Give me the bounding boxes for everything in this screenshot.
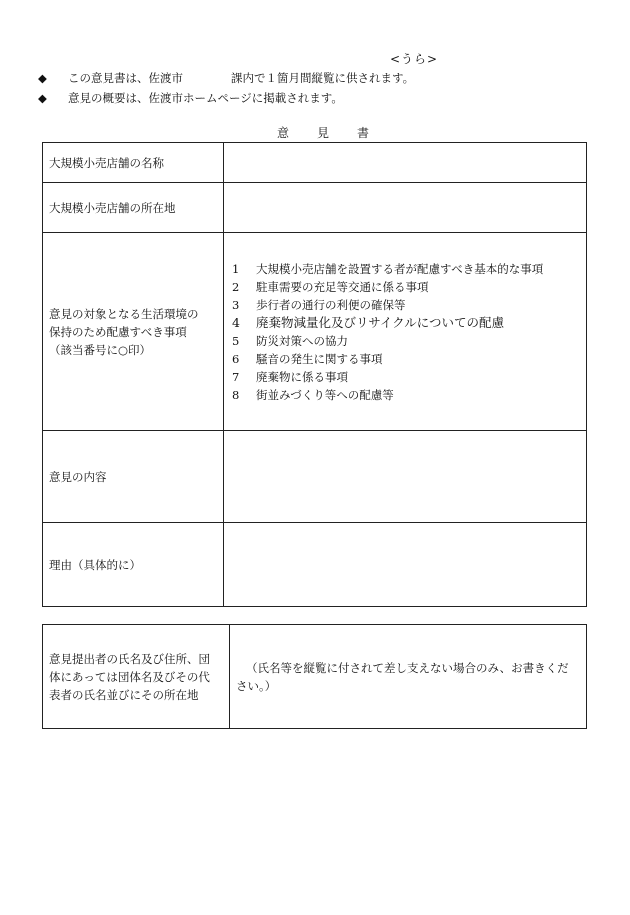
- considerations-label-line: 意見の対象となる生活環境の: [49, 306, 199, 321]
- row-store-location: [43, 183, 587, 233]
- row-considerations: [43, 233, 587, 431]
- submitter-label-line: 意見提出者の氏名及び住所、団: [49, 651, 210, 666]
- notice-text: 意見の概要は、佐渡市ホームページに掲載されます。: [68, 91, 343, 105]
- submitter-note-line: さい。）: [236, 678, 277, 693]
- consideration-item[interactable]: 6 騒音の発生に関する事項: [232, 351, 383, 366]
- submitter-table: [42, 624, 587, 729]
- diamond-bullet-icon: ◆: [38, 71, 47, 85]
- form-title-char: 書: [357, 126, 374, 140]
- store-location-label: 大規模小売店舗の所在地: [43, 183, 224, 233]
- store-name-label: 大規模小売店舗の名称: [43, 143, 224, 183]
- store-location-field[interactable]: [224, 183, 587, 233]
- reason-label: 理由（具体的に）: [43, 523, 224, 607]
- submitter-note-line: （氏名等を縦覧に付されて差し支えない場合のみ、お書きくだ: [246, 660, 569, 675]
- opinion-form-table: [42, 142, 587, 607]
- considerations-label-line: （該当番号に○印）: [49, 342, 152, 357]
- store-name-field[interactable]: [224, 143, 587, 183]
- consideration-item[interactable]: 5 防災対策への協力: [232, 333, 348, 348]
- submitter-label-line: 体にあっては団体名及びその代: [49, 669, 210, 684]
- reason-field[interactable]: [224, 523, 587, 607]
- submitter-field[interactable]: [230, 625, 587, 729]
- consideration-item[interactable]: 2 駐車需要の充足等交通に係る事項: [232, 279, 429, 294]
- page-side-label: <うら>: [390, 52, 439, 66]
- notice-website: [38, 90, 343, 106]
- notice-text-before: この意見書は、佐渡市: [68, 71, 183, 85]
- considerations-list-cell: [224, 233, 587, 431]
- consideration-item[interactable]: 1 大規模小売店舗を設置する者が配慮すべき基本的な事項: [232, 261, 544, 276]
- submitter-label-line: 表者の氏名並びにその所在地: [49, 687, 199, 702]
- opinion-field[interactable]: [224, 431, 587, 523]
- notice-text-after: 課内で１箇月間縦覧に供されます。: [231, 71, 415, 85]
- consideration-item[interactable]: 7 廃棄物に係る事項: [232, 369, 348, 384]
- considerations-label: [43, 233, 224, 431]
- notice-inspection: [38, 70, 414, 86]
- form-title: [265, 124, 385, 141]
- row-opinion: [43, 431, 587, 523]
- form-title-char: 意: [277, 126, 294, 140]
- consideration-item[interactable]: 3 歩行者の通行の利便の確保等: [232, 297, 406, 312]
- form-title-char: 見: [317, 126, 334, 140]
- consideration-item[interactable]: 4 廃棄物減量化及びリサイクルについての配慮: [232, 314, 505, 330]
- considerations-list: [230, 260, 580, 404]
- submitter-label: [43, 625, 230, 729]
- row-store-name: [43, 143, 587, 183]
- diamond-bullet-icon: ◆: [38, 91, 47, 105]
- opinion-label: 意見の内容: [43, 431, 224, 523]
- considerations-label-line: 保持のため配慮すべき事項: [49, 324, 187, 339]
- row-reason: [43, 523, 587, 607]
- consideration-item[interactable]: 8 街並みづくり等への配慮等: [232, 387, 394, 402]
- row-submitter: [43, 625, 587, 729]
